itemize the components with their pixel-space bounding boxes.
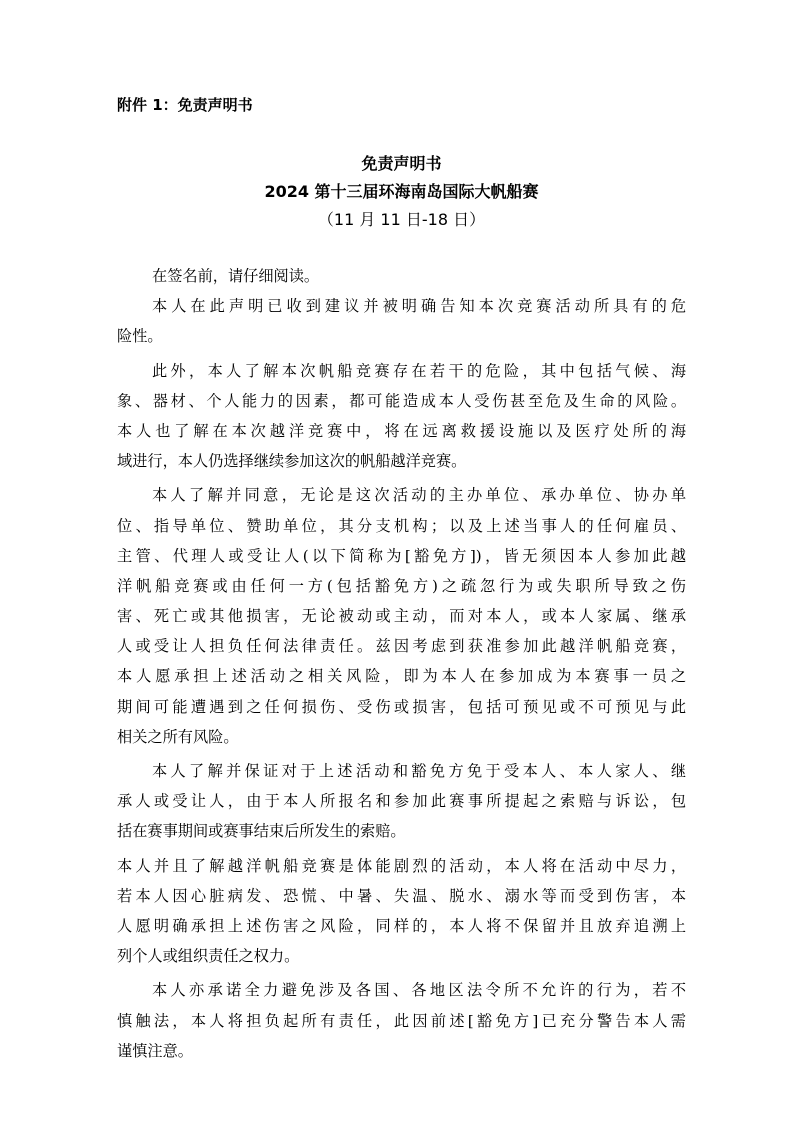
paragraph-line: 位、指导单位、赞助单位，其分支机构；以及上述当事人的任何雇员、	[117, 516, 686, 535]
paragraph	[117, 756, 686, 847]
paragraph-line: 本人并且了解越洋帆船竞赛是体能剧烈的活动，本人将在活动中尽力，	[117, 856, 686, 875]
paragraph-line: 本人了解并保证对于上述活动和豁免方免于受本人、本人家人、继	[152, 762, 686, 780]
paragraph-line: 谨慎注意。	[117, 1041, 193, 1060]
paragraph-line: 人或受让人担负任何法律责任。兹因考虑到获准参加此越洋帆船竞赛，	[117, 637, 686, 656]
paragraph-line: 象、器材、个人能力的因素，都可能造成本人受伤甚至危及生命的风险。	[117, 391, 686, 410]
paragraph-line: 本人在此声明已收到建议并被明确告知本次竞赛活动所具有的危	[152, 297, 686, 316]
paragraph-line: 在签名前，请仔细阅读。	[152, 267, 320, 285]
paragraph-line: 本人亦承诺全力避免涉及各国、各地区法令所不允许的行为，若不	[152, 981, 686, 1000]
paragraph-line: 域进行，本人仍选择继续参加这次的帆船越洋竞赛。	[117, 452, 467, 471]
paragraph	[117, 851, 686, 972]
paragraph	[117, 975, 686, 1066]
paragraph	[117, 291, 686, 351]
document-title-block	[117, 150, 686, 234]
paragraph-line: 洋帆船竞赛或由任何一方(包括豁免方)之疏忽行为或失职所导致之伤	[117, 576, 686, 595]
paragraph-line: 若本人因心脏病发、恐慌、中暑、失温、脱水、溺水等而受到伤害，本	[117, 886, 686, 905]
paragraph	[117, 356, 686, 477]
paragraph-line: 本人也了解在本次越洋竞赛中，将在远离救援设施以及医疗处所的海	[117, 421, 686, 440]
paragraph-line: 括在赛事期间或赛事结束后所发生的索赔。	[117, 822, 406, 841]
paragraph	[117, 261, 686, 291]
paragraph-line: 承人或受让人，由于本人所报名和参加此赛事所提起之索赔与诉讼，包	[117, 792, 686, 811]
document-body	[117, 261, 686, 1066]
paragraph-line: 相关之所有风险。	[117, 727, 239, 746]
event-dates: （11 月 11 日-18 日）	[317, 210, 486, 229]
paragraph-line: 期间可能遭遇到之任何损伤、受伤或损害，包括可预见或不可预见与此	[117, 697, 686, 716]
event-name: 2024 第十三届环海南岛国际大帆船赛	[264, 182, 539, 201]
paragraph-line: 险性。	[117, 327, 163, 346]
attachment-label: 附件 1：免责声明书	[117, 96, 253, 114]
paragraph	[117, 480, 686, 752]
paragraph-line: 本人愿承担上述活动之相关风险，即为本人在参加成为本赛事一员之	[117, 667, 686, 686]
document-title: 免责声明书	[361, 154, 442, 173]
paragraph-line: 人愿明确承担上述伤害之风险，同样的，本人将不保留并且放弃追溯上	[117, 916, 686, 935]
paragraph-line: 此外，本人了解本次帆船竞赛存在若干的危险，其中包括气候、海	[152, 361, 686, 380]
paragraph-line: 慎触法，本人将担负起所有责任，此因前述[豁免方]已充分警告本人需	[117, 1011, 686, 1030]
paragraph-line: 本人了解并同意，无论是这次活动的主办单位、承办单位、协办单	[152, 486, 686, 505]
paragraph-line: 主管、代理人或受让人(以下简称为[豁免方])，皆无须因本人参加此越	[117, 546, 686, 565]
paragraph-line: 列个人或组织责任之权力。	[117, 947, 300, 966]
paragraph-line: 害、死亡或其他损害，无论被动或主动，而对本人，或本人家属、继承	[117, 607, 686, 626]
